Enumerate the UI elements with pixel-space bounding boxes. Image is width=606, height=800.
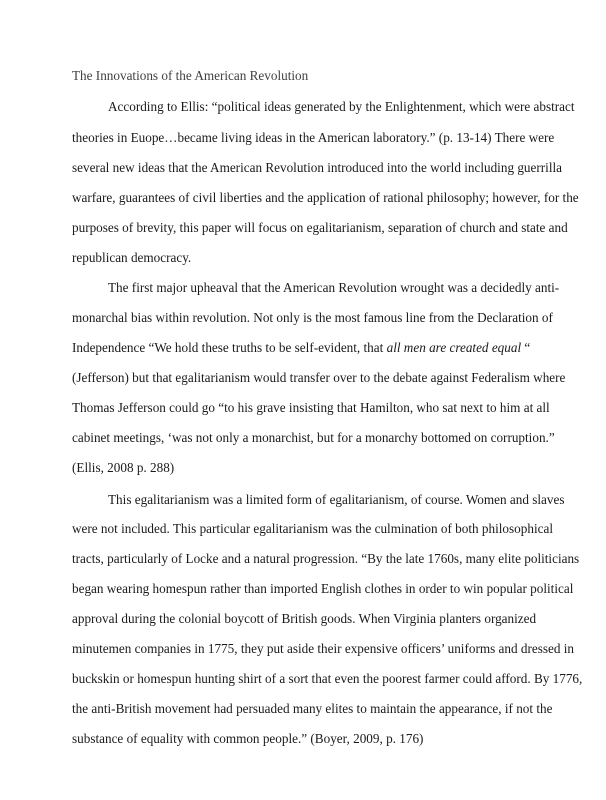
- line-text: Independence “We hold these truths to be self-evident, that: [72, 340, 387, 355]
- paragraph-line: the anti-British movement had persuaded many elites to maintain the appearance, if not the: [72, 701, 553, 716]
- paragraph-line: substance of equality with common people.” (Boyer, 2009, p. 176): [72, 731, 424, 746]
- paragraph-line: buckskin or homespun hunting shirt of a sort that even the poorest farmer could afford. By 1776,: [72, 671, 583, 686]
- paragraph-line: (Jefferson) but that egalitarianism would transfer over to the debate against Federalism where: [72, 370, 566, 385]
- paragraph-line: were not included. This particular egalitarianism was the culmination of both philosophical: [72, 521, 553, 536]
- paragraph-line: tracts, particularly of Locke and a natural progression. “By the late 1760s, many elite politicians: [72, 551, 580, 566]
- paragraph-line-with-quote: [72, 340, 530, 356]
- italic-quote: all men are created equal: [386, 340, 522, 355]
- paragraph-line: According to Ellis: “political ideas generated by the Enlightenment, which were abstract: [108, 99, 575, 114]
- paragraph-line: theories in Euope…became living ideas in the American laboratory.” (p. 13-14) There were: [72, 130, 555, 145]
- paragraph-line: warfare, guarantees of civil liberties and the application of rational philosophy; however, for the: [72, 190, 579, 205]
- paragraph-line: Thomas Jefferson could go “to his grave insisting that Hamilton, who sat next to him at all: [72, 400, 550, 415]
- paragraph-line: minutemen companies in 1775, they put aside their expensive officers’ uniforms and dressed in: [72, 641, 574, 656]
- paragraph-line: republican democracy.: [72, 250, 192, 265]
- paragraph-line: monarchal bias within revolution. Not only is the most famous line from the Declaration of: [72, 310, 553, 325]
- line-text: “: [521, 340, 531, 355]
- paragraph-line: several new ideas that the American Revolution introduced into the world including guerrilla: [72, 160, 562, 175]
- paragraph-line: approval during the colonial boycott of British goods. When Virginia planters organized: [72, 611, 537, 626]
- document-title: The Innovations of the American Revolution: [72, 68, 309, 83]
- paragraph-line: This egalitarianism was a limited form of egalitarianism, of course. Women and slaves: [108, 492, 565, 507]
- paragraph-line: The first major upheaval that the American Revolution wrought was a decidedly anti-: [108, 280, 560, 295]
- paragraph-line: (Ellis, 2008 p. 288): [72, 460, 175, 475]
- paragraph-line: cabinet meetings, ‘was not only a monarchist, but for a monarchy bottomed on corruption.”: [72, 430, 555, 445]
- paragraph-line: purposes of brevity, this paper will focus on egalitarianism, separation of church and state and: [72, 220, 568, 235]
- paragraph-line: began wearing homespun rather than imported English clothes in order to win popular political: [72, 581, 574, 596]
